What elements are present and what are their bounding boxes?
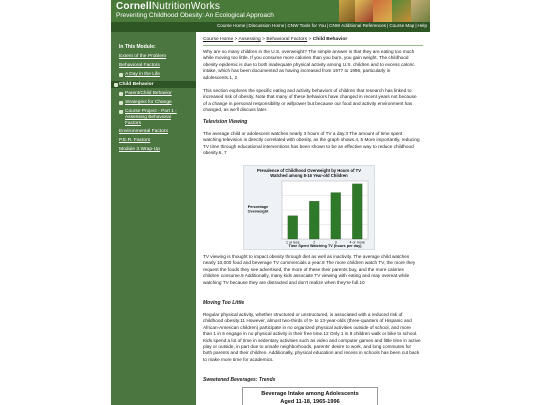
chart-bar [331, 193, 341, 239]
header-photo [392, 0, 411, 22]
nav-separator: | [285, 23, 287, 28]
chart-bar [288, 216, 298, 239]
page-icon [119, 101, 123, 105]
page-icon [119, 73, 123, 77]
main-content [200, 32, 426, 405]
sidebar-item-behavioral-factors[interactable]: Behavioral Factors [119, 63, 160, 68]
chart-x-tick-label: 3 [334, 240, 337, 245]
chart-bar [309, 201, 319, 239]
chart-ylabel-line-1: Percentage [247, 205, 269, 209]
breadcrumb: Course Home > Assessing > Behavioral Factors > Child Behavior [203, 37, 348, 42]
tv-overweight-chart [243, 165, 375, 250]
top-nav-links [217, 23, 427, 28]
activity-paragraph: Regular physical activity, whether structured or unstructured, is associated with a reduced risk of childhood obesity.11 However, almost two-thirds of 9- to 13-year-olds (three-quarters of Hispanic and African-American children) participate in no organized physical activities outside of school, and more than 1 in 5 engage in no physical activity in their free time.12 Only 1 in 8 children walk or bike to school. Kids spend a lot of time in sedentary activities such as video and computer games and little time in active play or outside, in part due to unsafe neighborhoods, parents' desire to work, and long commutes for both parents and their children. Additionally, physical education and recess in schools has been cut back to make more time for academics. [203, 312, 421, 362]
table-title-line-2: Aged 11-18, 1965-1996 [280, 399, 340, 405]
heading-sweetened-beverages: Sweetened Beverages: Trends [203, 377, 276, 383]
sidebar-item-day-in-life[interactable]: A Day in the Life [125, 72, 160, 77]
tv-impact-paragraph: TV viewing is thought to impact obesity through diet as well as inactivity. The average child watches nearly 10,000 food and beverage TV commercials a year.8 The more children watch TV, the more they request the foods they see advertised, the more of these their parents buy, and the more calories children consume.9 Additionally, many kids associate TV viewing with eating and may overeat while watching TV because they are distracted and don't realize when they're full.10 [203, 254, 416, 285]
nav-link-discussion-home[interactable]: Discussion Home [248, 23, 285, 28]
sidebar-item-course-project[interactable]: Course Project - Part 1 - Assessing Behavioral Factors [125, 109, 177, 126]
breadcrumb-link-behavioral-factors[interactable]: Behavioral Factors [266, 37, 308, 42]
sidebar-item-wrap-up[interactable]: Module 3 Wrap-Up [119, 147, 160, 152]
tv-paragraph: The average child or adolescent watches nearly 3 hours of TV a day.3 The amount of time spent watching television is directly correlated with obesity, as the graph shows.4, 5 More importantly, reducing TV time through educational interventions has been shown to be an effective way to reduce childhood obesity.6, 7 [203, 131, 420, 156]
sidebar-item-strategies[interactable]: Strategies for Change [125, 100, 172, 105]
sidebar-item-environmental[interactable]: Environmental Factors [119, 129, 168, 134]
brand-cornell: Cornell [116, 1, 152, 12]
current-page-icon [114, 83, 118, 87]
right-gutter [430, 0, 540, 405]
nav-separator: | [415, 23, 417, 28]
breadcrumb-link-course-home[interactable]: Course Home [203, 37, 234, 42]
site-frame [111, 0, 430, 405]
sidebar-item-per-factors[interactable]: P.E.R. Factors [119, 138, 151, 143]
chart-x-tick-label: 1 or less [285, 240, 300, 245]
top-nav [111, 22, 430, 32]
nav-link-cnw-references[interactable]: CNW Additional References [329, 23, 387, 28]
sidebar-item-child-behavior[interactable]: Child Behavior [119, 81, 154, 87]
chart-title-line-1: Prevalence of Childhood Overweight by Hours of TV [256, 168, 362, 173]
heading-television-viewing: Television Viewing [203, 119, 248, 125]
nav-separator: | [326, 23, 329, 28]
section-paragraph: This section explores the specific eating and activity behaviors of children that research has linked to increased risk of obesity. Note that many of these behaviors have changed in recent years not because of a change in personal responsibility or willpower but because our food and activity environment has changed, as we'll discuss later. [203, 88, 417, 113]
chart-xlabel: Time Spent Watching TV (hours per day) [288, 244, 362, 248]
left-gutter [0, 0, 111, 405]
chart-bar [352, 184, 362, 239]
nav-link-cnw-tools[interactable]: CNW Tools for You [287, 23, 326, 28]
nav-link-course-map[interactable]: Course Map [389, 23, 415, 28]
chart-svg [244, 166, 374, 249]
intro-paragraph: Why are so many children in the U.S. overweight? The simple answer is that they are eating too much while moving too little. If you consume more calories than you burn, you gain weight. The childhood obesity epidemic is due to both inadequate physical activity among U.S. children and to excess caloric intake, which has been documented as having increased from 1977 to 1996, particularly in adolescents.1, 2 [203, 49, 415, 80]
nav-separator: | [246, 23, 248, 28]
table-title-line-1: Beverage Intake among Adolescents [261, 391, 359, 397]
header-photo [339, 0, 355, 22]
sidebar-title: In This Module: [119, 44, 156, 50]
module-sidebar [111, 32, 196, 405]
nav-separator: | [387, 23, 389, 28]
chart-ylabel-line-2: Overweight [247, 209, 269, 214]
page-icon [119, 92, 123, 96]
header-photo [411, 0, 430, 22]
header-photo [355, 0, 373, 22]
brand-nutritionworks: NutritionWorks [151, 1, 221, 12]
sidebar-item-parent-child[interactable]: Parent/Child Behavior [125, 91, 172, 96]
page-icon [119, 110, 123, 114]
site-brand[interactable] [116, 1, 220, 12]
chart-x-tick-label: 2 [313, 240, 316, 245]
header-photo [373, 0, 392, 22]
heading-moving-too-little: Moving Too Little [203, 300, 245, 306]
sidebar-item-extent[interactable]: Extent of the Problem [119, 54, 167, 59]
nav-link-help[interactable]: Help [417, 23, 427, 28]
chart-title-line-2: Watched among 8-16 Year-old Children [270, 173, 348, 178]
site-header [111, 0, 430, 22]
chart-x-tick-label: 4 or more [349, 240, 365, 245]
beverage-intake-table [242, 387, 378, 405]
breadcrumb-current: Child Behavior [312, 37, 348, 42]
breadcrumb-link-assessing[interactable]: Assessing [238, 37, 261, 42]
breadcrumb-divider [203, 45, 423, 46]
site-subtitle: Preventing Childhood Obesity: An Ecological Approach [116, 12, 274, 19]
nav-link-course-home[interactable]: Course Home [216, 23, 246, 28]
